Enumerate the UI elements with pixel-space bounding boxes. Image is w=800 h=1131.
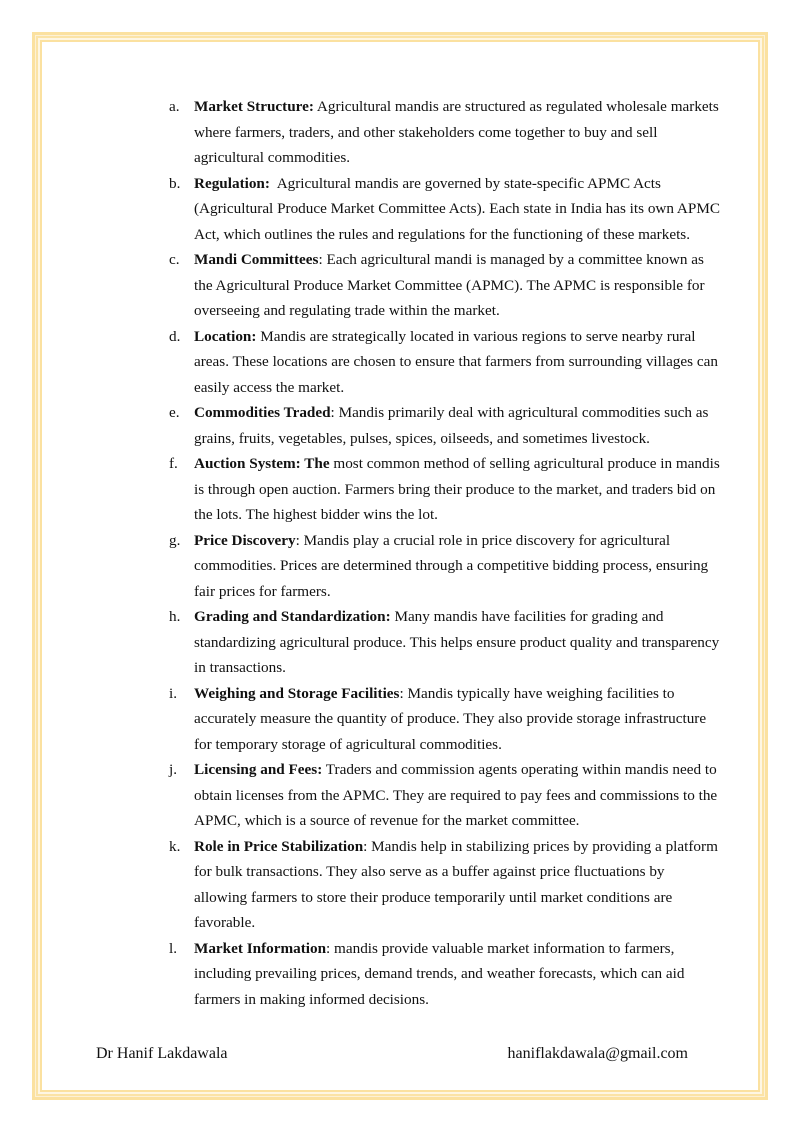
- item-heading: Weighing and Storage Facilities: [194, 684, 400, 702]
- item-heading: Mandi Committees: [194, 251, 319, 268]
- item-text: : Mandis help in stabilizing prices by providing a platform for bulk transactions. They also serve as a buffer against price fluctuations by allowing farmers to store their produce temporarily until market conditions are favorable.: [194, 837, 718, 931]
- item-text: : Mandis primarily deal with agricultural commodities such as grains, fruits, vegetables, pulses, spices, oilseeds, and sometimes livestock.: [194, 404, 709, 447]
- mandi-features-list: [160, 94, 723, 1012]
- list-marker: e.: [169, 404, 180, 421]
- item-heading: Grading and Standardization:: [194, 608, 391, 625]
- item-text: Agricultural mandis are governed by state-specific APMC Acts (Agricultural Produce Market Committee Acts). Each state in India has its own APMC Act, which outlines the rules and regulations for the functioning of these markets.: [194, 174, 723, 243]
- list-item: [160, 757, 720, 834]
- list-item: [160, 528, 720, 605]
- item-heading: Regulation:: [194, 174, 270, 192]
- item-heading: Price Discovery: [194, 531, 296, 549]
- list-item: [160, 936, 720, 1013]
- list-marker: a.: [169, 98, 180, 115]
- item-heading: Market Information: [194, 939, 327, 957]
- list-marker: k.: [169, 837, 181, 855]
- footer-email: haniflakdawala@gmail.com: [507, 1045, 688, 1062]
- item-text: : Mandis play a crucial role in price discovery for agricultural commodities. Prices are determined through a competitive bidding process, ensuring fair prices for farmers.: [194, 531, 709, 600]
- list-item: [160, 94, 720, 171]
- list-marker: f.: [169, 455, 178, 472]
- footer-author: Dr Hanif Lakdawala: [96, 1045, 228, 1062]
- list-item: [160, 324, 720, 401]
- list-marker: d.: [169, 327, 181, 345]
- item-heading: Auction System: The: [194, 455, 330, 472]
- list-marker: g.: [169, 531, 181, 549]
- item-text: Many mandis have facilities for grading and standardizing agricultural produce. This helps ensure product quality and transparency in transactions.: [194, 608, 720, 676]
- item-heading: Licensing and Fees:: [194, 761, 323, 778]
- list-item: [160, 451, 720, 528]
- list-marker: l.: [169, 939, 178, 957]
- item-text: : Each agricultural mandi is managed by a committee known as the Agricultural Produce Market Committee (APMC). The APMC is responsible for overseeing and regulating trade within the market.: [194, 251, 705, 319]
- item-heading: Market Structure:: [194, 98, 314, 115]
- item-text: : mandis provide valuable market information to farmers, including prevailing prices, demand trends, and weather forecasts, which can aid farmers in making informed decisions.: [194, 939, 685, 1008]
- list-marker: b.: [169, 174, 181, 192]
- item-text: : Mandis typically have weighing facilities to accurately measure the quantity of produce. They also provide storage infrastructure for temporary storage of agricultural commodities.: [194, 684, 707, 753]
- list-marker: i.: [169, 684, 178, 702]
- item-heading: Role in Price Stabilization: [194, 837, 364, 855]
- list-item: [160, 604, 720, 681]
- list-marker: h.: [169, 608, 181, 625]
- list-marker: j.: [169, 761, 178, 778]
- list-item: [160, 681, 720, 758]
- item-text: most common method of selling agricultural produce in mandis is through open auction. Farmers bring their produce to the market, and traders bid on the lots. The highest bidder wins the lot.: [194, 455, 720, 523]
- list-marker: c.: [169, 251, 180, 268]
- item-text: Traders and commission agents operating within mandis need to obtain licenses from the APMC. They are required to pay fees and commissions to the APMC, which is a source of revenue for the market committee.: [194, 761, 718, 829]
- list-item: [160, 834, 720, 936]
- item-heading: Commodities Traded: [194, 404, 331, 421]
- item-text: Agricultural mandis are structured as regulated wholesale markets where farmers, traders, and other stakeholders come together to buy and sell agricultural commodities.: [194, 98, 719, 166]
- list-item: [160, 171, 723, 248]
- list-item: [160, 400, 720, 451]
- item-heading: Location:: [194, 327, 257, 345]
- item-text: Mandis are strategically located in various regions to serve nearby rural areas. These locations are chosen to ensure that farmers from surrounding villages can easily access the market.: [194, 327, 718, 396]
- list-item: [160, 247, 720, 324]
